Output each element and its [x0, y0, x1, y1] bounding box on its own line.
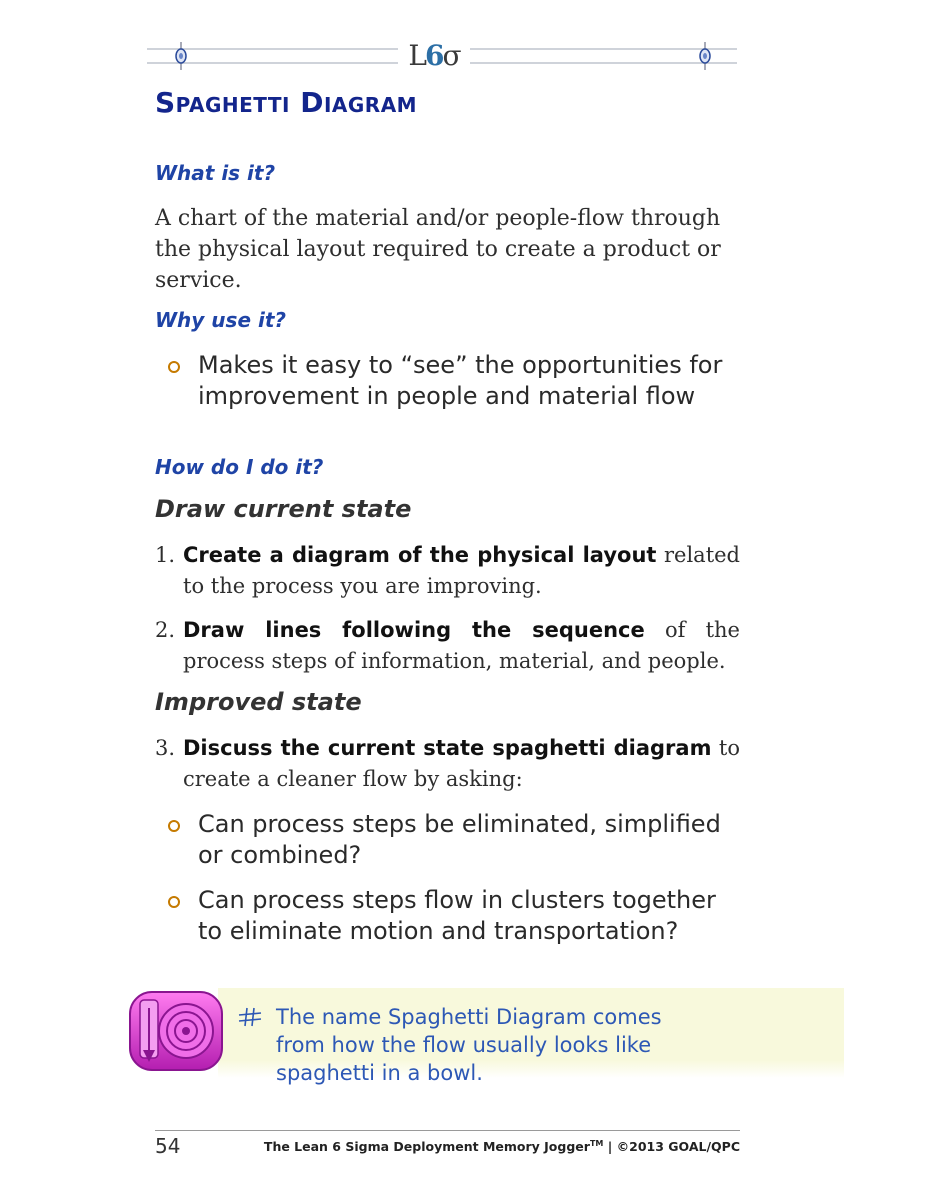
bullet-ring-icon	[168, 820, 180, 832]
step-rest-text: to create a cleaner flow by asking:	[183, 736, 740, 791]
logo-letter: L	[408, 39, 425, 72]
page-number: 54	[155, 1134, 181, 1158]
tip-hash-icon	[237, 1006, 263, 1028]
footer-credit	[264, 1139, 740, 1154]
trademark-mark: TM	[589, 1139, 604, 1148]
lean-six-sigma-logo	[398, 40, 470, 72]
current-state-heading: Draw current state	[155, 495, 412, 523]
copyright: | ©2013 GOAL/QPC	[607, 1139, 740, 1155]
step-number: 1.	[155, 543, 176, 567]
pin-icon-left	[174, 42, 188, 70]
step-rest-text: of the process steps of information, material, and people.	[183, 618, 740, 673]
step-2	[155, 615, 740, 677]
tip-target-icon	[128, 988, 224, 1074]
what-text: A chart of the material and/or people-flow through the physical layout required to create a product or service.	[155, 206, 721, 293]
step-number: 3.	[155, 736, 176, 760]
step-1	[155, 540, 740, 602]
how-heading: How do I do it?	[155, 455, 324, 479]
logo-sigma: σ	[442, 39, 460, 72]
step-rest-text: related to the process you are improving.	[183, 543, 741, 598]
step-number: 2.	[155, 618, 176, 642]
why-bullet	[168, 350, 728, 412]
book-title: The Lean 6 Sigma Deployment Memory Jogger	[263, 1139, 590, 1155]
improved-bullet-text: Can process steps flow in clusters together to eliminate motion and transportation?	[198, 886, 716, 945]
why-bullet-text: Makes it easy to “see” the opportunities for improvement in people and material flow	[198, 351, 723, 410]
improved-bullet-2	[168, 885, 728, 947]
bullet-ring-icon	[168, 361, 180, 373]
step-3	[155, 733, 740, 795]
footer-rule	[155, 1130, 740, 1131]
improved-bullet-text: Can process steps be eliminated, simplified or combined?	[198, 810, 721, 869]
logo-six: 6	[424, 39, 443, 72]
why-heading: Why use it?	[155, 308, 286, 332]
improved-bullet-1	[168, 809, 728, 871]
page-title: Spaghetti Diagram	[155, 86, 418, 119]
bullet-ring-icon	[168, 896, 180, 908]
tip-text: The name Spaghetti Diagram comes from how the flow usually looks like spaghetti in a bowl.	[276, 1005, 662, 1085]
pin-icon-right	[698, 42, 712, 70]
improved-state-heading: Improved state	[155, 688, 362, 716]
step-bold-text: Discuss the current state spaghetti diagram	[183, 736, 712, 760]
step-bold-text: Draw lines following the sequence	[183, 618, 645, 642]
step-bold-text: Create a diagram of the physical layout	[183, 543, 657, 567]
what-heading: What is it?	[155, 161, 276, 185]
